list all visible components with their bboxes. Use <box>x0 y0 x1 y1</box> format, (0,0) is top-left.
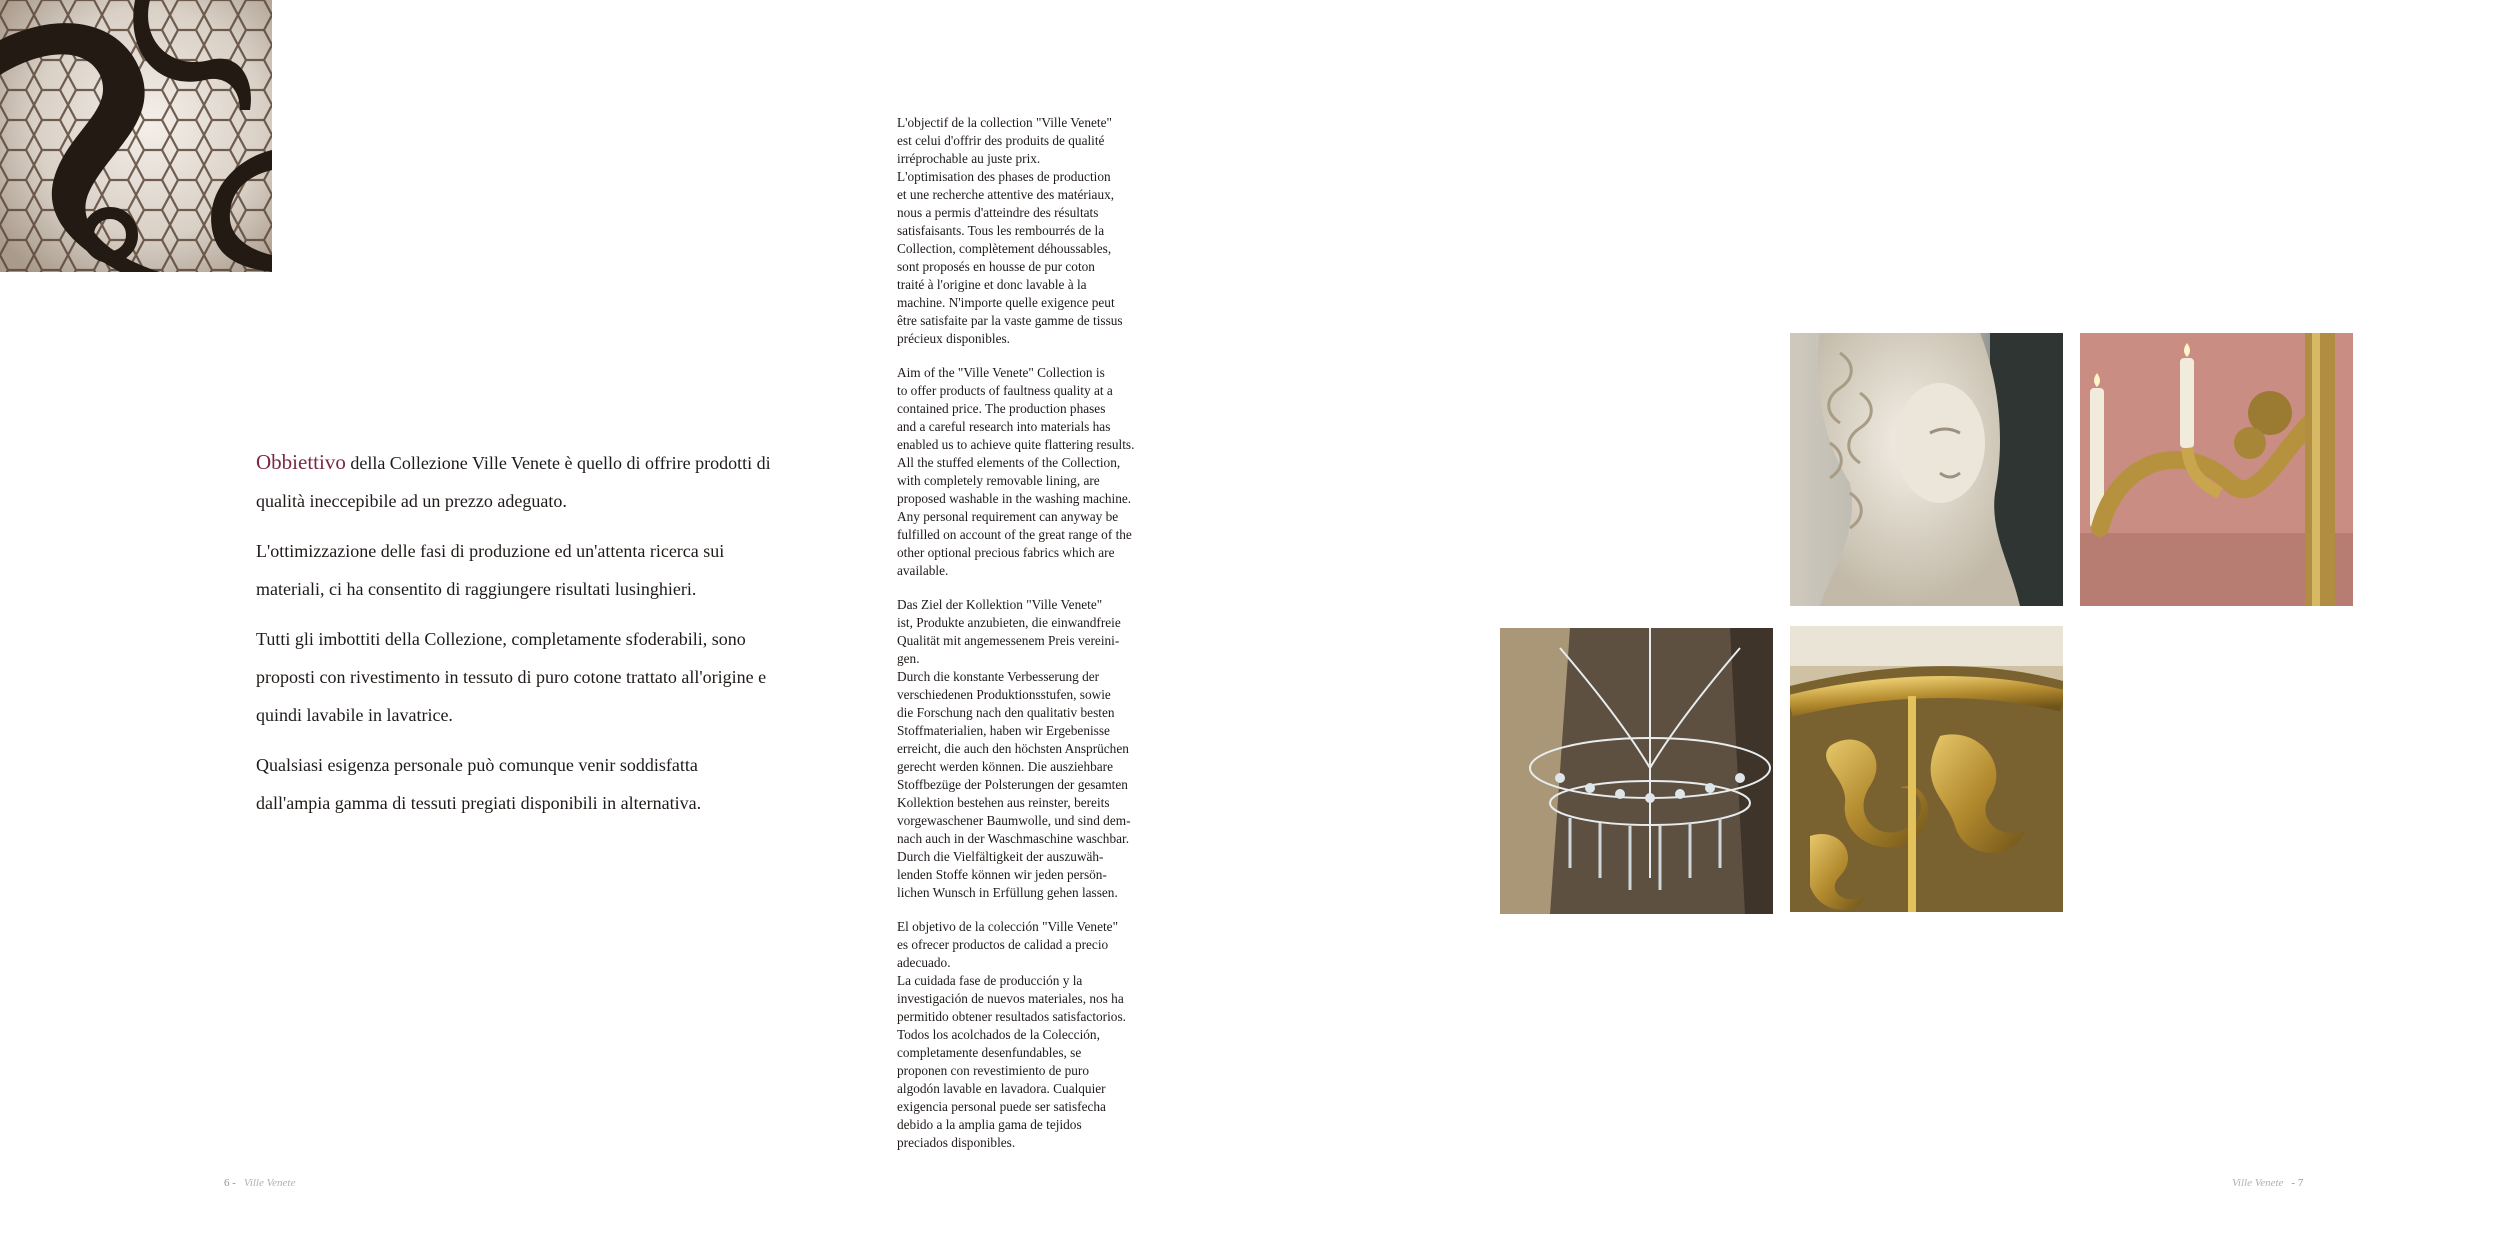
english-text: Aim of the "Ville Venete" Collection is to offer products of faultness quality at a contained price. The production phases and a careful research into materials has enabled us to achieve quite flattering results. All the stuffed elements of the Collection, with completely removable lining, are proposed washable in the washing machine. Any personal requirement can anyway be fulfilled on account of the great range of the other optional precious fabrics which are available. <box>897 365 1135 578</box>
right-magazine-title: Ville Venete <box>2232 1177 2284 1189</box>
sconce-graphic <box>2080 333 2353 606</box>
intro-paragraph-4: Qualsiasi esigenza personale può comunque venir soddisfatta dall'ampia gamma di tessuti pregiati disponibili in alternativa. <box>256 755 702 813</box>
candle-sconce-image <box>2080 333 2353 606</box>
left-page-number: 6 - <box>224 1177 236 1189</box>
bust-graphic <box>1790 333 2063 606</box>
gilded-ornament-image <box>1790 626 2063 912</box>
left-page-folio <box>224 1177 295 1189</box>
gilt-graphic <box>1790 626 2063 912</box>
spanish-text: El objetivo de la colección "Ville Venete" es ofrecer productos de calidad a precio adecuado. La cuidada fase de producción y la investigación de nuevos materiales, nos ha permitido obtener resultados satisfactorios. Todos los acolchados de la Colección, completamente desenfundables, se proponen con revestimiento de puro algodón lavable en lavadora. Cualquier exigencia personal puede ser satisfecha debido a la amplia gama de tejidos preciados disponibles. <box>897 919 1126 1150</box>
right-page-number: - 7 <box>2291 1177 2304 1189</box>
intro-lead-text: della Collezione Ville Venete è quello di offrire prodotti di qualità ineccepibile ad un prezzo adeguato. <box>256 453 771 511</box>
bust-sculpture-image <box>1790 333 2063 606</box>
window-lattice-image <box>0 0 272 272</box>
intro-paragraph-1 <box>256 443 776 520</box>
translations-column <box>897 114 1159 1168</box>
chandelier-graphic <box>1500 628 1773 914</box>
intro-lead-accent: Obbiettivo <box>256 450 346 474</box>
german-text: Das Ziel der Kollektion "Ville Venete" ist, Produkte anzubieten, die einwandfreie Qualität mit angemessenem Preis vereini- gen. Durch die konstante Verbesserung der verschiedenen Produktionsstufen, sowie die Forschung nach den qualitativ besten Stoffmaterialien, haben wir Ergebenisse erreicht, die auch den höchsten Ansprüchen gerecht werden können. Die ausziehbare Stoffbezüge der Polsterungen der gesamten Kollektion bestehen aus reinster, bereits vorgewaschener Baumwolle, und sind dem- nach auch in der Waschmaschine waschbar. Durch die Vielfältigkeit der auszuwäh- lenden Stoffe können wir jeden persön- lichen Wunsch in Erfüllung gehen lassen. <box>897 597 1131 900</box>
crystal-chandelier-image <box>1500 628 1773 914</box>
intro-paragraph-2: L'ottimizzazione delle fasi di produzione ed un'attenta ricerca sui materiali, ci ha consentito di raggiungere risultati lusinghieri. <box>256 541 725 599</box>
right-page-folio <box>2232 1177 2303 1189</box>
window-lattice-graphic <box>0 0 272 272</box>
italian-intro <box>256 443 776 834</box>
left-magazine-title: Ville Venete <box>243 1177 296 1189</box>
intro-paragraph-3: Tutti gli imbottiti della Collezione, completamente sfoderabili, sono proposti con rivestimento in tessuto di puro cotone trattato all'origine e quindi lavabile in lavatrice. <box>256 629 767 725</box>
french-text: L'objectif de la collection "Ville Venete" est celui d'offrir des produits de qualité irréprochable au juste prix. L'optimisation des phases de production et une recherche attentive des matériaux, nous a permis d'atteindre des résultats satisfaisants. Tous les rembourrés de la Collection, complètement déhoussables, sont proposés en housse de pur coton traité à l'origine et donc lavable à la machine. N'importe quelle exigence peut être satisfaite par la vaste gamme de tissus précieux disponibles. <box>897 115 1123 346</box>
